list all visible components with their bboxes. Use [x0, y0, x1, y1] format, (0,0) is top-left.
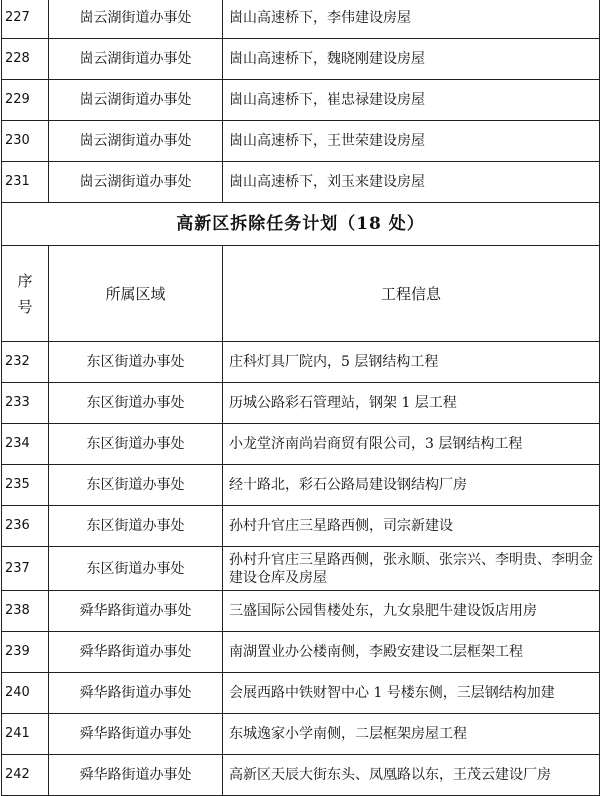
row-area: 崮云湖街道办事处 — [49, 0, 223, 39]
row-area: 东区街道办事处 — [49, 465, 223, 506]
row-area: 崮云湖街道办事处 — [49, 162, 223, 203]
row-info: 三盛国际公园售楼处东，九女泉肥牛建设饭店用房 — [223, 591, 600, 632]
row-area: 舜华路街道办事处 — [49, 714, 223, 755]
row-number: 228 — [2, 39, 49, 80]
table-row — [2, 0, 600, 39]
row-info: 崮山高速桥下，李伟建设房屋 — [223, 0, 600, 39]
table-row — [2, 591, 600, 632]
row-number: 241 — [2, 714, 49, 755]
row-number: 232 — [2, 342, 49, 383]
row-info: 南湖置业办公楼南侧，李殿安建设二层框架工程 — [223, 632, 600, 673]
row-number: 239 — [2, 632, 49, 673]
header-seq — [2, 246, 49, 342]
row-area: 东区街道办事处 — [49, 424, 223, 465]
row-area: 东区街道办事处 — [49, 506, 223, 547]
row-area: 崮云湖街道办事处 — [49, 121, 223, 162]
row-info: 东城逸家小学南侧，二层框架房屋工程 — [223, 714, 600, 755]
row-number: 236 — [2, 506, 49, 547]
demolition-plan-table — [1, 0, 600, 796]
row-info: 小龙堂济南尚岩商贸有限公司，3 层钢结构工程 — [223, 424, 600, 465]
row-area: 东区街道办事处 — [49, 383, 223, 424]
section-title-row — [2, 203, 600, 246]
row-area: 舜华路街道办事处 — [49, 591, 223, 632]
row-info: 经十路北，彩石公路局建设钢结构厂房 — [223, 465, 600, 506]
row-area: 舜华路街道办事处 — [49, 673, 223, 714]
table-row — [2, 755, 600, 796]
table-row — [2, 80, 600, 121]
row-info: 高新区天辰大街东头、凤凰路以东，王茂云建设厂房 — [223, 755, 600, 796]
table-row — [2, 673, 600, 714]
row-area: 崮云湖街道办事处 — [49, 39, 223, 80]
row-info: 崮山高速桥下，刘玉来建设房屋 — [223, 162, 600, 203]
header-area: 所属区域 — [49, 246, 223, 342]
table-row — [2, 632, 600, 673]
row-info: 崮山高速桥下，魏晓刚建设房屋 — [223, 39, 600, 80]
row-info: 孙村升官庄三星路西侧，司宗新建设 — [223, 506, 600, 547]
table-row — [2, 714, 600, 755]
row-info: 崮山高速桥下，王世荣建设房屋 — [223, 121, 600, 162]
row-number: 230 — [2, 121, 49, 162]
table-row — [2, 342, 600, 383]
row-area: 东区街道办事处 — [49, 547, 223, 591]
table-row — [2, 383, 600, 424]
row-number: 229 — [2, 80, 49, 121]
row-info: 崮山高速桥下，崔忠禄建设房屋 — [223, 80, 600, 121]
row-number: 227 — [2, 0, 49, 39]
table-row — [2, 162, 600, 203]
table-row — [2, 424, 600, 465]
row-area: 舜华路街道办事处 — [49, 632, 223, 673]
row-number: 242 — [2, 755, 49, 796]
header-seq-char-2: 号 — [17, 297, 33, 316]
table-row — [2, 39, 600, 80]
row-area: 东区街道办事处 — [49, 342, 223, 383]
row-info: 会展西路中铁财智中心 1 号楼东侧，三层钢结构加建 — [223, 673, 600, 714]
row-info: 庄科灯具厂院内，5 层钢结构工程 — [223, 342, 600, 383]
header-info: 工程信息 — [223, 246, 600, 342]
row-number: 240 — [2, 673, 49, 714]
row-number: 237 — [2, 547, 49, 591]
row-number: 233 — [2, 383, 49, 424]
header-seq-char-1: 序 — [17, 271, 33, 290]
table-row — [2, 121, 600, 162]
row-number: 231 — [2, 162, 49, 203]
row-number: 234 — [2, 424, 49, 465]
row-area: 舜华路街道办事处 — [49, 755, 223, 796]
section-title: 高新区拆除任务计划（18 处） — [2, 203, 600, 246]
row-info: 历城公路彩石管理站，钢架 1 层工程 — [223, 383, 600, 424]
table-row — [2, 465, 600, 506]
table-row — [2, 506, 600, 547]
row-area: 崮云湖街道办事处 — [49, 80, 223, 121]
table-row — [2, 547, 600, 591]
row-number: 238 — [2, 591, 49, 632]
row-number: 235 — [2, 465, 49, 506]
header-row — [2, 246, 600, 342]
row-info: 孙村升官庄三星路西侧，张永顺、张宗兴、李明贵、李明金建设仓库及房屋 — [223, 547, 600, 591]
